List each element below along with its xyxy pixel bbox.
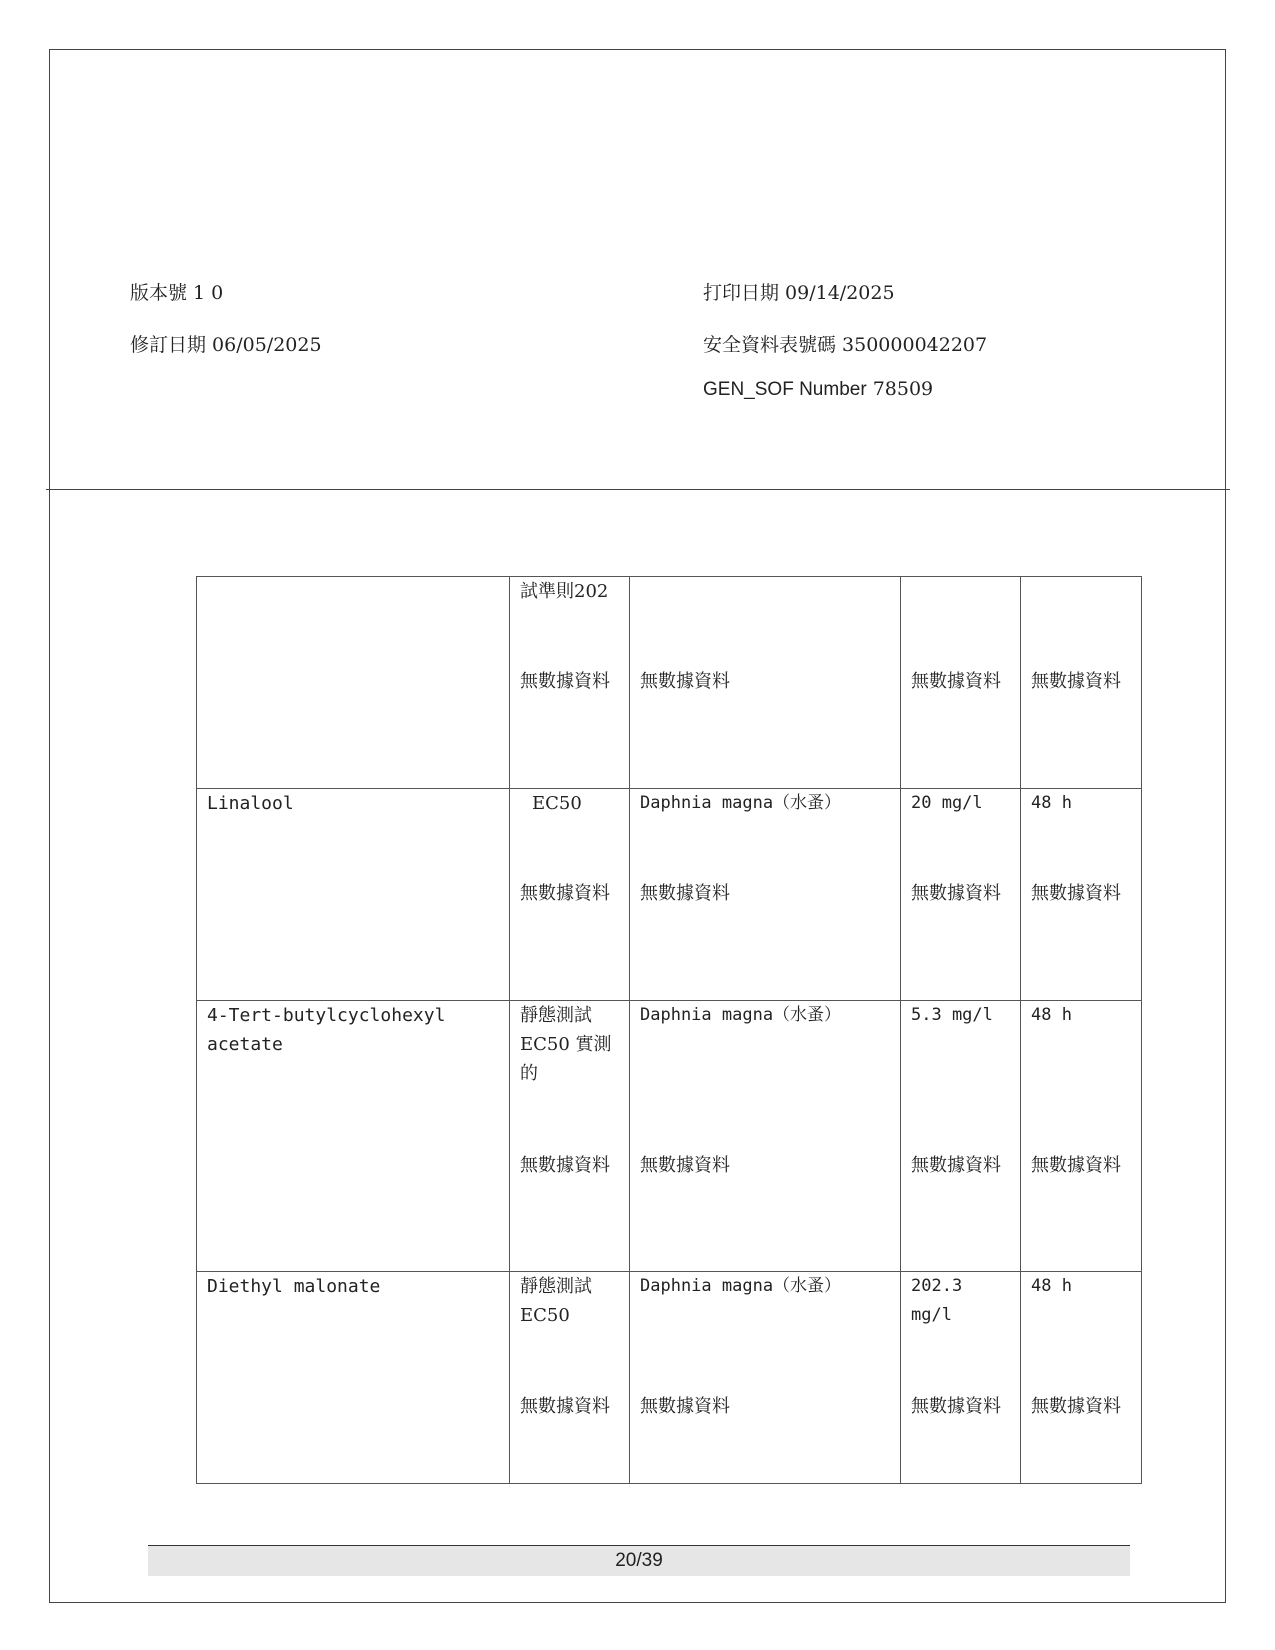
species-cell [630,789,901,1001]
endpoint-no-data: 無數據資料 [520,1155,610,1176]
species-no-data: 無數據資料 [640,883,730,904]
endpoint-no-data: 無數據資料 [520,671,610,692]
species-cell [630,577,901,789]
species-text: Daphnia magna（水蚤） [640,793,842,813]
substance-name: Diethyl malonate [197,1272,510,1484]
time-cell [1021,577,1142,789]
table-row [197,1001,1142,1272]
gen-sof-value: 78509 [872,378,934,400]
print-date: 打印日期 09/14/2025 [703,282,895,304]
revision-date: 修訂日期 06/05/2025 [130,334,322,356]
endpoint-text: 靜態測試 EC50 實測的 [520,1005,612,1084]
substance-name: 4-Tert-butylcyclohexyl acetate [197,1001,510,1272]
value-no-data: 無數據資料 [911,883,1001,904]
value-no-data: 無數據資料 [911,1155,1001,1176]
value-cell [901,1272,1021,1484]
endpoint-no-data: 無數據資料 [520,1396,610,1417]
value-text: 5.3 mg/l [911,1005,993,1025]
endpoint-text: 靜態測試 EC50 [520,1276,592,1326]
species-no-data: 無數據資料 [640,671,730,692]
species-text: Daphnia magna（水蚤） [640,1276,842,1296]
species-text [640,577,890,667]
time-cell [1021,1272,1142,1484]
value-text: 202.3 mg/l [911,1276,963,1325]
species-text: Daphnia magna（水蚤） [640,1005,842,1025]
gen-sof-number [703,377,933,402]
endpoint-cell [510,1272,630,1484]
sds-number: 安全資料表號碼 350000042207 [703,334,988,356]
footer-page-number: 20/39 [148,1545,1130,1576]
value-no-data: 無數據資料 [911,1396,1001,1417]
time-text: 48 h [1031,1276,1072,1296]
species-no-data: 無數據資料 [640,1155,730,1176]
version-number: 版本號 1 0 [130,282,224,304]
table-row [197,577,1142,789]
value-cell [901,577,1021,789]
value-no-data: 無數據資料 [911,671,1001,692]
time-text: 48 h [1031,793,1072,813]
table-row [197,1272,1142,1484]
species-no-data: 無數據資料 [640,1396,730,1417]
time-cell [1021,1001,1142,1272]
endpoint-cell [510,577,630,789]
time-no-data: 無數據資料 [1031,1396,1121,1417]
endpoint-no-data: 無數據資料 [520,883,610,904]
species-cell [630,1001,901,1272]
endpoint-text: 試準則202 [520,581,609,602]
substance-name [197,577,510,789]
gen-sof-label: GEN_SOF Number [703,379,867,400]
endpoint-cell [510,789,630,1001]
time-no-data: 無數據資料 [1031,1155,1121,1176]
ecotoxicity-table [196,576,1142,1484]
value-cell [901,1001,1021,1272]
substance-name: Linalool [197,789,510,1001]
time-cell [1021,789,1142,1001]
time-no-data: 無數據資料 [1031,671,1121,692]
species-cell [630,1272,901,1484]
endpoint-text: EC50 [532,793,582,814]
endpoint-cell [510,1001,630,1272]
time-text [1031,577,1131,667]
time-text: 48 h [1031,1005,1072,1025]
value-cell [901,789,1021,1001]
time-no-data: 無數據資料 [1031,883,1121,904]
value-text: 20 mg/l [911,793,983,813]
value-text [911,577,1010,667]
table-row [197,789,1142,1001]
header-divider [46,489,1230,490]
